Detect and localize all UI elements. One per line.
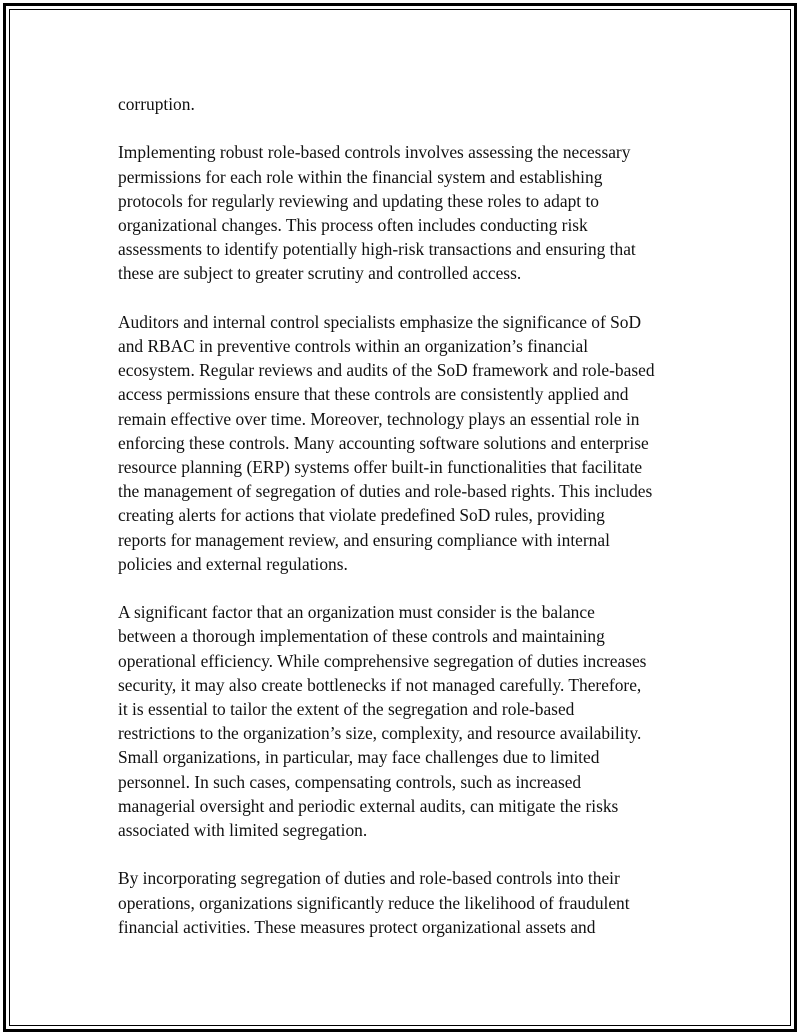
paragraph-continuation: corruption. [118, 94, 195, 114]
paragraph-balance: A significant factor that an organization must consider is the balance between a thorough implementation of these controls and maintaining operational efficiency. While comprehensive segregation of duties increases security, it may also create bottlenecks if not managed carefully. Therefore, it is essential to tailor the extent of the segregation and role-based restrictions to the organization’s size, complexity, and resource availability. Small organizations, in particular, may face challenges due to limited personnel. In such cases, compensating controls, such as increased managerial oversight and periodic external audits, can mitigate the risks associated with limited segregation. [118, 602, 647, 841]
document-body [118, 92, 698, 963]
paragraph-auditors: Auditors and internal control specialists emphasize the significance of SoD and RBAC in preventive controls within an organization’s financial ecosystem. Regular reviews and audits of the SoD framework and role-based access permissions ensure that these controls are consistently applied and remain effective over time. Moreover, technology plays an essential role in enforcing these controls. Many accounting software solutions and enterprise resource planning (ERP) systems offer built-in functionalities that facilitate the management of segregation of duties and role-based rights. This includes creating alerts for actions that violate predefined SoD rules, providing reports for management review, and ensuring compliance with internal policies and external regulations. [118, 311, 655, 574]
paragraph-role-based-controls: Implementing robust role-based controls involves assessing the necessary permissions for each role within the financial system and establishing protocols for regularly reviewing and updating these roles to adapt to organizational changes. This process often includes conducting risk assessments to identify potentially high-risk transactions and ensuring that these are subject to greater scrutiny and controlled access. [118, 142, 636, 284]
paragraph-conclusion: By incorporating segregation of duties and role-based controls into their operations, organizations significantly reduce the likelihood of fraudulent financial activities. These measures protect organizational assets and [118, 868, 630, 937]
